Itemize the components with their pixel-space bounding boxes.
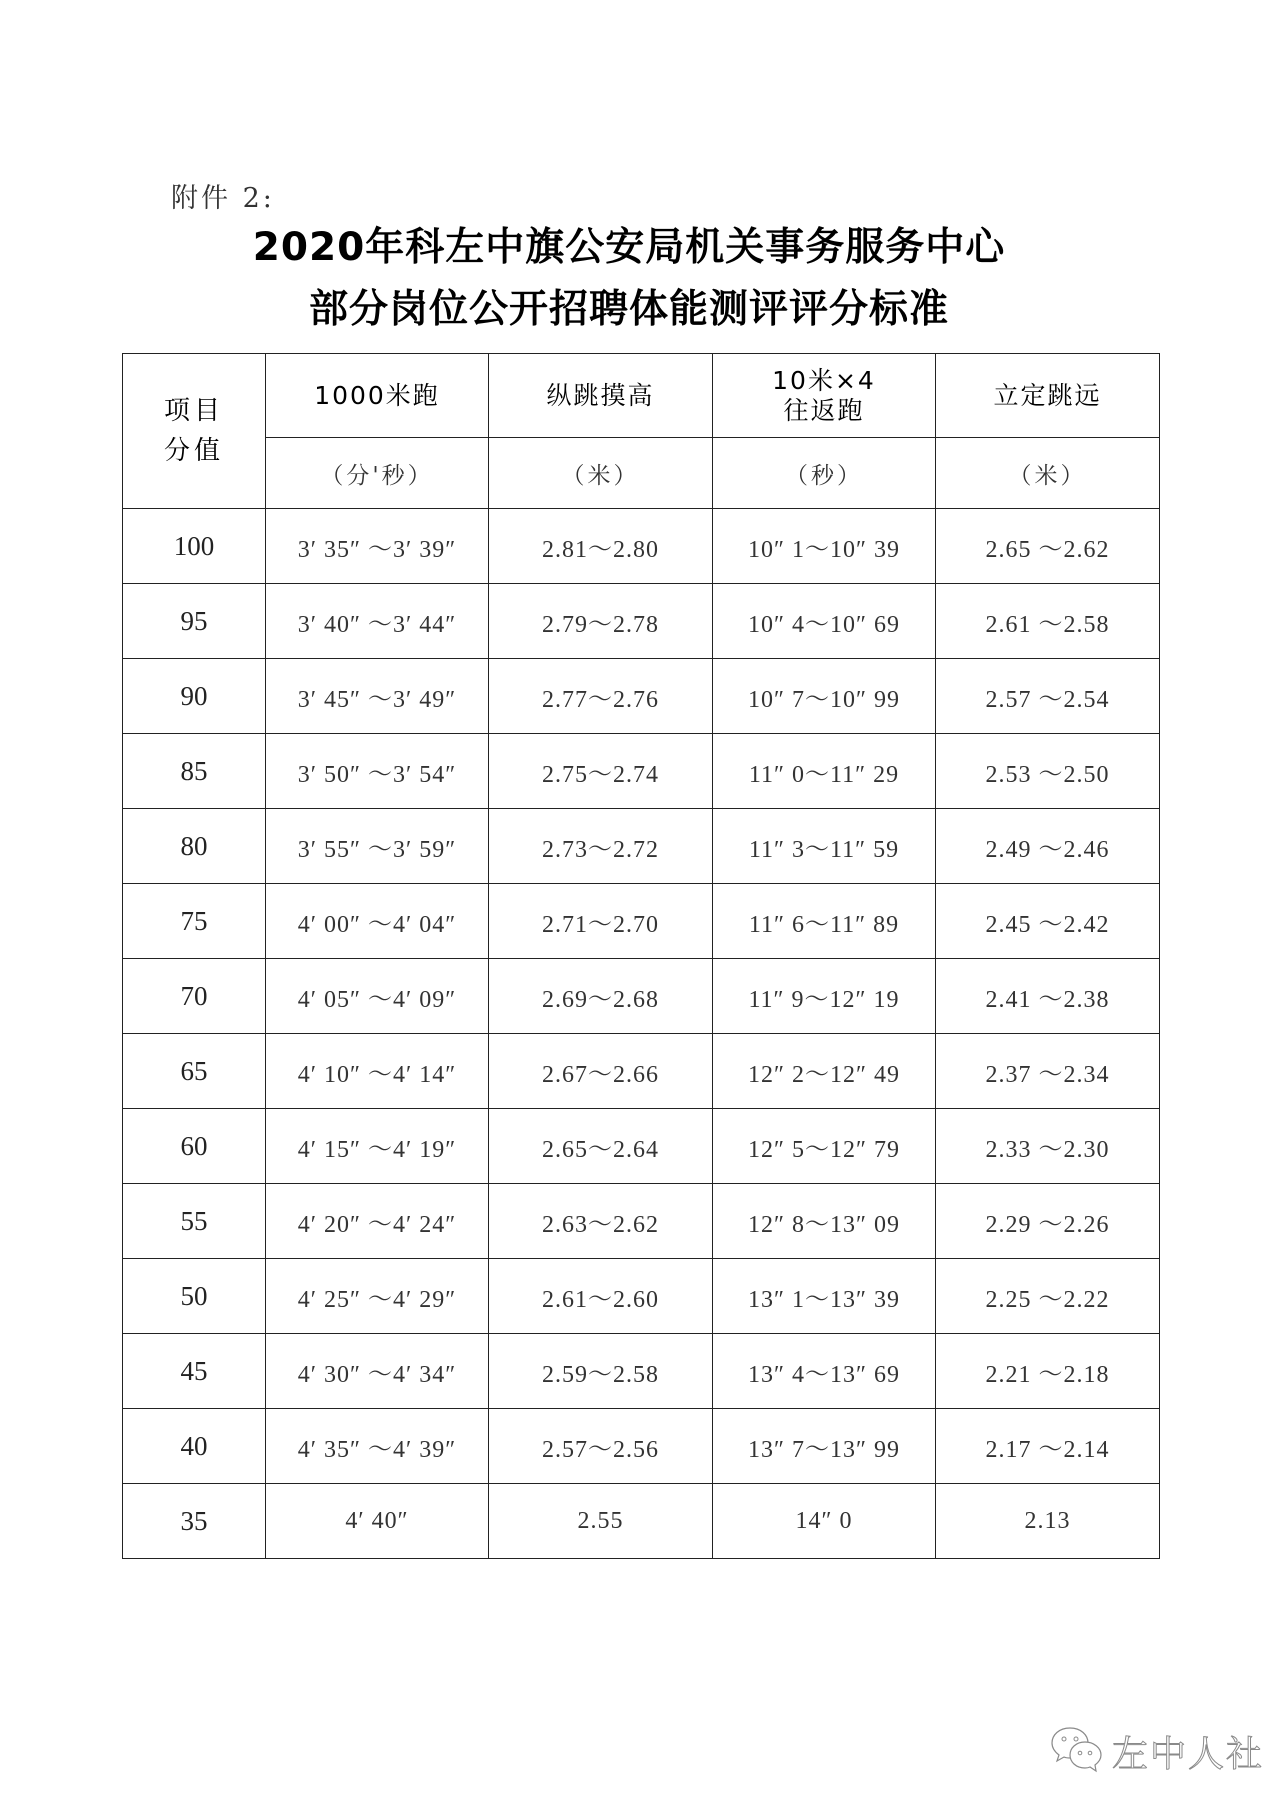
long-jump-cell: 2.57 ～2.54 — [985, 686, 1110, 713]
shuttle-run-cell: 10″ 1～10″ 39 — [748, 536, 900, 563]
run1000-cell: 4′ 10″ ～4′ 14″ — [297, 1061, 457, 1088]
shuttle-run-cell: 13″ 7～13″ 99 — [748, 1436, 900, 1463]
vertical-jump-cell: 2.67～2.66 — [542, 1061, 659, 1088]
unit-cell-standing-long-jump: （米） — [936, 438, 1160, 509]
corner-header-item: 项目 — [163, 396, 224, 426]
score-cell: 70 — [180, 980, 208, 1011]
vertical-jump-cell: 2.61～2.60 — [542, 1286, 659, 1313]
score-cell: 35 — [180, 1505, 208, 1536]
vertical-jump-cell: 2.79～2.78 — [542, 611, 659, 638]
vertical-jump-cell: 2.55 — [577, 1507, 624, 1534]
shuttle-run-cell: 11″ 6～11″ 89 — [748, 911, 900, 938]
long-jump-cell: 2.25 ～2.22 — [985, 1286, 1110, 1313]
unit-cell-vertical-jump: （米） — [489, 438, 713, 509]
vertical-jump-cell: 2.81～2.80 — [542, 536, 659, 563]
score-cell: 55 — [180, 1205, 208, 1236]
score-cell: 45 — [180, 1355, 208, 1386]
shuttle-run-cell: 12″ 2～12″ 49 — [748, 1061, 900, 1088]
long-jump-cell: 2.49 ～2.46 — [985, 836, 1110, 863]
table-row — [123, 884, 1160, 959]
long-jump-cell: 2.65 ～2.62 — [985, 536, 1110, 563]
shuttle-run-cell: 10″ 4～10″ 69 — [748, 611, 900, 638]
long-jump-cell: 2.21 ～2.18 — [985, 1361, 1110, 1388]
run1000-cell: 4′ 15″ ～4′ 19″ — [297, 1136, 457, 1163]
table-row — [123, 809, 1160, 884]
score-cell: 75 — [180, 905, 208, 936]
run1000-cell: 4′ 00″ ～4′ 04″ — [297, 911, 457, 938]
page-title-line-2: 部分岗位公开招聘体能测评评分标准 — [308, 287, 949, 332]
table-row — [123, 659, 1160, 734]
vertical-jump-cell: 2.59～2.58 — [542, 1361, 659, 1388]
shuttle-run-cell: 13″ 4～13″ 69 — [748, 1361, 900, 1388]
long-jump-cell: 2.13 — [1024, 1507, 1071, 1534]
vertical-jump-cell: 2.77～2.76 — [542, 686, 659, 713]
table-row — [123, 1334, 1160, 1409]
scoring-standards-table — [122, 353, 1160, 1559]
long-jump-cell: 2.45 ～2.42 — [985, 911, 1110, 938]
table-row — [123, 1259, 1160, 1334]
long-jump-cell: 2.53 ～2.50 — [985, 761, 1110, 788]
column-header-standing-long-jump: 立定跳远 — [936, 354, 1160, 438]
column-header-vertical-jump: 纵跳摸高 — [489, 354, 713, 438]
watermark — [1050, 1726, 1264, 1776]
vertical-jump-cell: 2.57～2.56 — [542, 1436, 659, 1463]
vertical-jump-cell: 2.69～2.68 — [542, 986, 659, 1013]
shuttle-run-cell: 12″ 5～12″ 79 — [748, 1136, 900, 1163]
run1000-cell: 4′ 20″ ～4′ 24″ — [297, 1211, 457, 1238]
long-jump-cell: 2.33 ～2.30 — [985, 1136, 1110, 1163]
shuttle-run-cell: 12″ 8～13″ 09 — [748, 1211, 900, 1238]
unit-cell-run1000: （分'秒） — [266, 438, 489, 509]
run1000-cell: 3′ 50″ ～3′ 54″ — [297, 761, 457, 788]
corner-header-score: 分值 — [163, 436, 224, 466]
score-cell: 90 — [180, 680, 208, 711]
run1000-cell: 3′ 55″ ～3′ 59″ — [297, 836, 457, 863]
score-cell: 60 — [180, 1130, 208, 1161]
score-cell: 40 — [180, 1430, 208, 1461]
vertical-jump-cell: 2.71～2.70 — [542, 911, 659, 938]
vertical-jump-cell: 2.65～2.64 — [542, 1136, 659, 1163]
run1000-cell: 3′ 40″ ～3′ 44″ — [297, 611, 457, 638]
long-jump-cell: 2.37 ～2.34 — [985, 1061, 1110, 1088]
table-row — [123, 1109, 1160, 1184]
table-row — [123, 1409, 1160, 1484]
table-unit-row — [123, 438, 1160, 509]
unit-cell-shuttle-run: （秒） — [713, 438, 936, 509]
shuttle-run-cell: 14″ 0 — [795, 1507, 853, 1534]
score-cell: 50 — [180, 1280, 208, 1311]
score-cell: 100 — [173, 530, 215, 561]
watermark-text: 左中人社 — [1112, 1733, 1265, 1775]
run1000-cell: 4′ 40″ — [345, 1507, 409, 1534]
table-row — [123, 584, 1160, 659]
column-header-shuttle-run: 10米×4 往返跑 — [713, 354, 936, 438]
attachment-label: 附件 2: — [171, 183, 275, 214]
run1000-cell: 3′ 45″ ～3′ 49″ — [297, 686, 457, 713]
run1000-cell: 4′ 30″ ～4′ 34″ — [297, 1361, 457, 1388]
vertical-jump-cell: 2.73～2.72 — [542, 836, 659, 863]
score-cell: 95 — [180, 605, 208, 636]
long-jump-cell: 2.29 ～2.26 — [985, 1211, 1110, 1238]
table-row — [123, 1034, 1160, 1109]
score-cell: 80 — [180, 830, 208, 861]
wechat-icon — [1050, 1725, 1104, 1777]
shuttle-run-cell: 13″ 1～13″ 39 — [748, 1286, 900, 1313]
shuttle-run-cell: 11″ 3～11″ 59 — [748, 836, 900, 863]
run1000-cell: 4′ 05″ ～4′ 09″ — [297, 986, 457, 1013]
page-title-line-1: 2020年科左中旗公安局机关事务服务中心 — [252, 225, 1006, 270]
vertical-jump-cell: 2.75～2.74 — [542, 761, 659, 788]
column-header-run1000: 1000米跑 — [266, 354, 489, 438]
table-row — [123, 734, 1160, 809]
shuttle-run-cell: 11″ 9～12″ 19 — [748, 986, 900, 1013]
score-cell: 65 — [180, 1055, 208, 1086]
long-jump-cell: 2.61 ～2.58 — [985, 611, 1110, 638]
shuttle-run-cell: 10″ 7～10″ 99 — [748, 686, 900, 713]
vertical-jump-cell: 2.63～2.62 — [542, 1211, 659, 1238]
run1000-cell: 4′ 25″ ～4′ 29″ — [297, 1286, 457, 1313]
score-cell: 85 — [180, 755, 208, 786]
shuttle-run-cell: 11″ 0～11″ 29 — [748, 761, 900, 788]
table-row — [123, 509, 1160, 584]
table-row — [123, 1184, 1160, 1259]
table-header-row — [123, 354, 1160, 438]
table-row — [123, 1484, 1160, 1559]
long-jump-cell: 2.17 ～2.14 — [985, 1436, 1110, 1463]
run1000-cell: 3′ 35″ ～3′ 39″ — [297, 536, 457, 563]
run1000-cell: 4′ 35″ ～4′ 39″ — [297, 1436, 457, 1463]
table-row — [123, 959, 1160, 1034]
long-jump-cell: 2.41 ～2.38 — [985, 986, 1110, 1013]
corner-header-cell — [123, 354, 266, 509]
